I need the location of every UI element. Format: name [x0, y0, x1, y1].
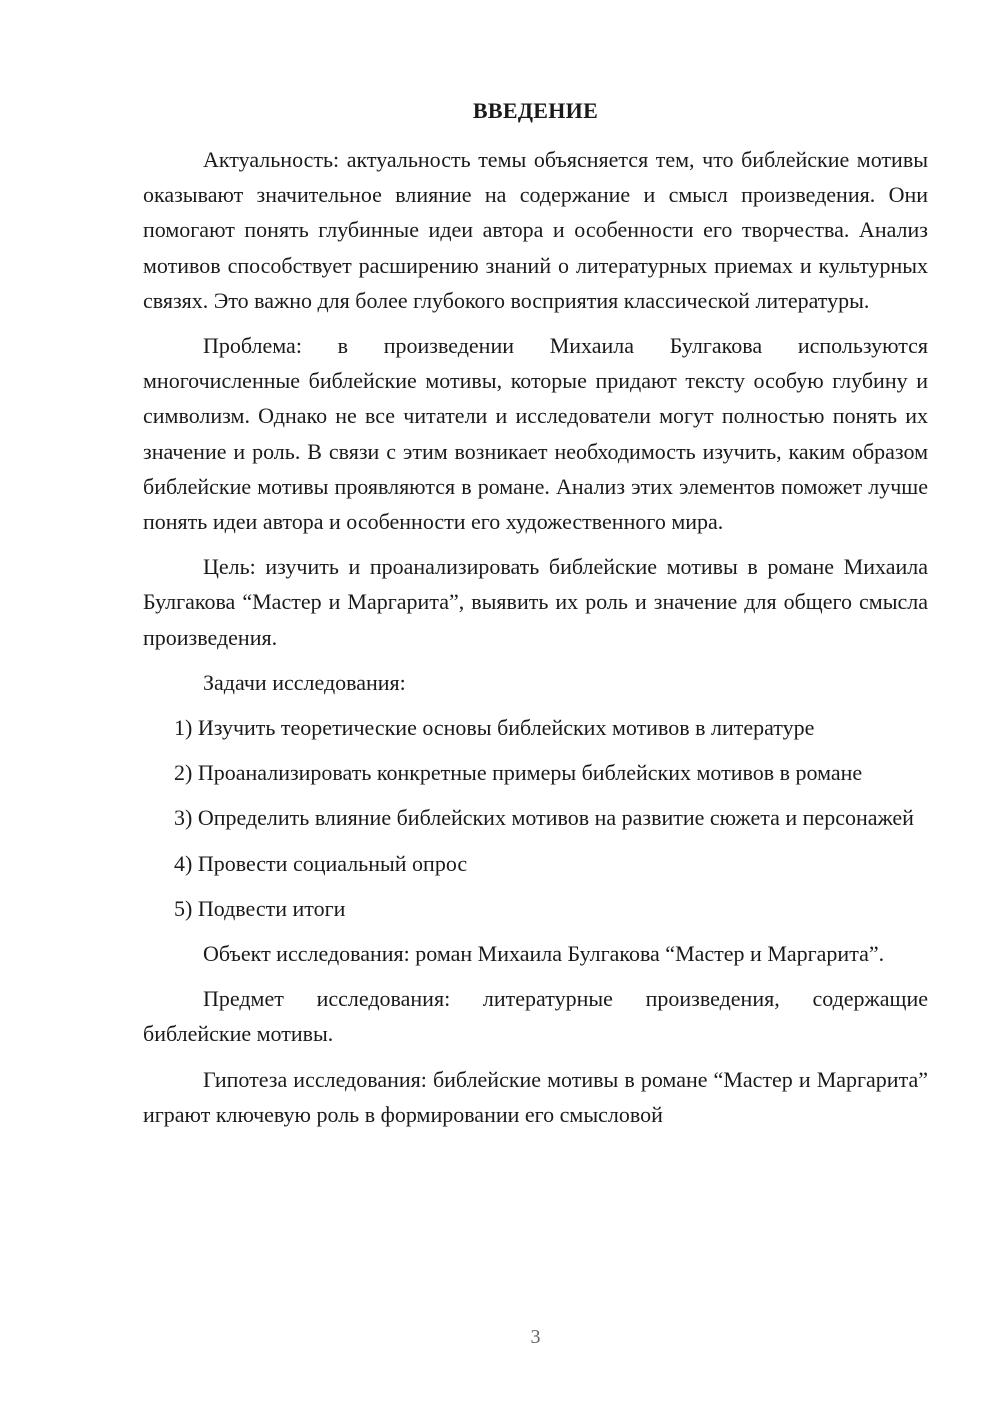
subject-paragraph: Предмет исследования: литературные произведения, содержащие библейские мотивы. [143, 986, 928, 1047]
tasks-title: Задачи исследования: [203, 669, 406, 695]
problem-paragraph: Проблема: в произведении Михаила Булгакова используются многочисленные библейские мотивы, которые придают тексту особую глубину и символизм. Однако не все читатели и исследователи могут полностью понять их значение и роль. В связи с этим возникает необходимость изучить, каким образом библейские мотивы проявляются в романе. Анализ этих элементов поможет лучше понять идеи автора и особенности его художественного мира. [143, 333, 928, 535]
task-item: 1) Изучить теоретические основы библейских мотивов в литературе [174, 715, 815, 741]
document-body [143, 142, 928, 1142]
relevance-paragraph: Актуальность: актуальность темы объясняется тем, что библейские мотивы оказывают значительное влияние на содержание и смысл произведения. Они помогают понять глубинные идеи автора и особенности его творчества. Анализ мотивов способствует расширению знаний о литературных приемах и культурных связях. Это важно для более глубокого восприятия классической литературы. [143, 147, 928, 313]
page-title: ВВЕДЕНИЕ [472, 98, 599, 123]
task-item: 4) Провести социальный опрос [174, 850, 468, 876]
document-page [143, 0, 928, 1414]
task-item: 3) Определить влияние библейских мотивов на развитие сюжета и персонажей [174, 805, 914, 831]
task-item: 5) Подвести итоги [174, 895, 346, 921]
page-number: 3 [530, 1326, 541, 1348]
task-item: 2) Проанализировать конкретные примеры библейских мотивов в романе [174, 760, 863, 786]
hypothesis-paragraph: Гипотеза исследования: библейские мотивы в романе “Мастер и Маргарита” играют ключевую роль в формировании его смысловой [143, 1066, 928, 1127]
object-paragraph: Объект исследования: роман Михаила Булгакова “Мастер и Маргарита”. [203, 941, 885, 967]
goal-paragraph: Цель: изучить и проанализировать библейские мотивы в романе Михаила Булгакова “Мастер и Маргарита”, выявить их роль и значение для общего смысла произведения. [143, 554, 928, 650]
